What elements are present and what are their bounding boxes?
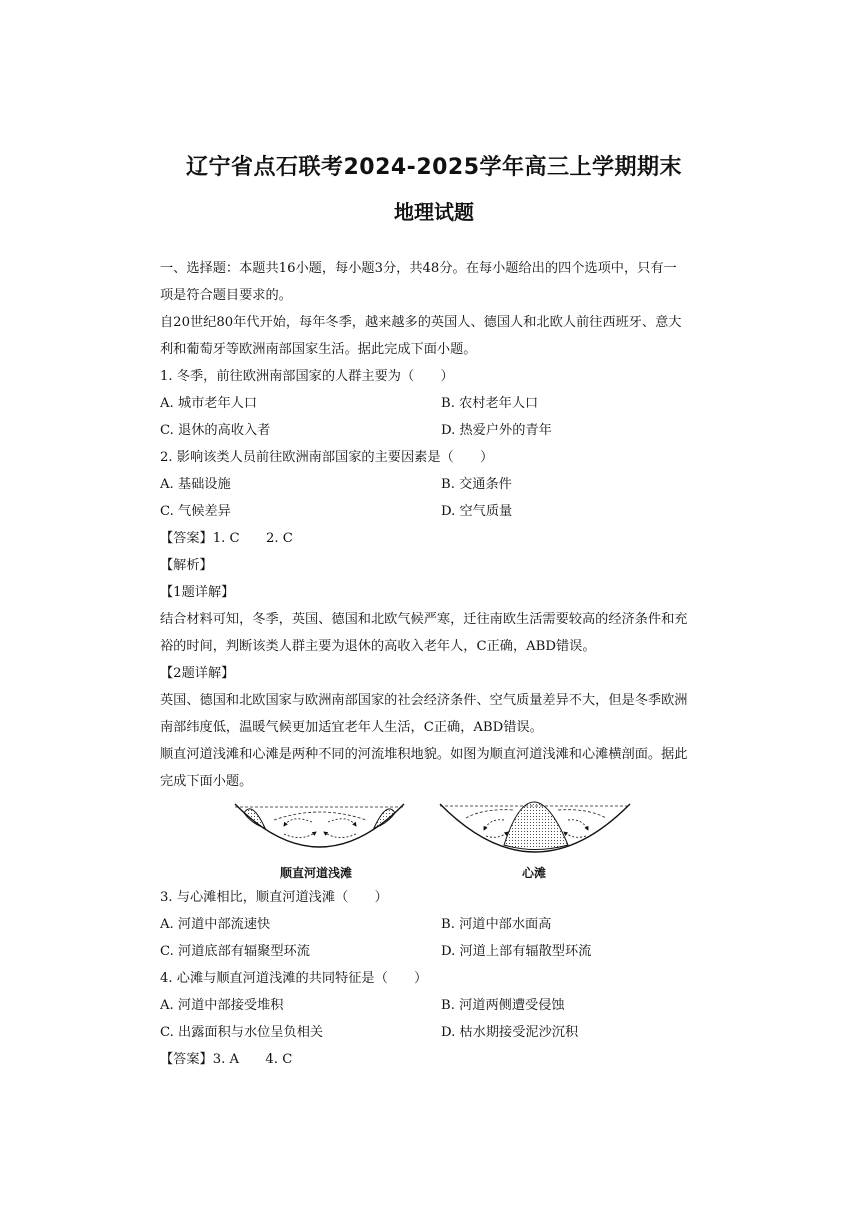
river-cross-section-diagram	[232, 800, 642, 860]
q3-stem: 3. 与心滩相比，顺直河道浅滩（ ）	[160, 890, 388, 905]
q2-option-d: D. 空气质量	[441, 504, 513, 519]
shoal-right-bank	[374, 809, 395, 828]
detail-1-line2: 裕的时间，判断该类人群主要为退休的高收入老年人，C正确，ABD错误。	[160, 639, 596, 654]
passage2-line1: 顺直河道浅滩和心滩是两种不同的河流堆积地貌。如图为顺直河道浅滩和心滩横剖面。据此	[160, 747, 688, 762]
q1-stem: 1. 冬季，前往欧洲南部国家的人群主要为（ ）	[160, 369, 454, 384]
circulation-arrow-left	[284, 819, 312, 826]
passage1-line1: 自20世纪80年代开始，每年冬季，越来越多的英国人、德国人和北欧人前往西班牙、意大	[160, 315, 682, 330]
figure-label-straight-channel-shoal: 顺直河道浅滩	[280, 866, 353, 880]
section-intro-line2: 项是符合题目要求的。	[160, 288, 292, 303]
detail-1-line1: 结合材料可知，冬季，英国、德国和北欧气候严寒，迁往南欧生活需要较高的经济条件和充	[160, 612, 688, 627]
q1-option-d: D. 热爱户外的青年	[441, 423, 552, 438]
document-subtitle: 地理试题	[394, 200, 474, 224]
mid-channel-bar	[504, 802, 568, 850]
figure-label-mid-channel-bar: 心滩	[522, 866, 547, 880]
q2-option-a: A. 基础设施	[160, 477, 231, 492]
q1-option-c: C. 退休的高收入者	[160, 423, 271, 438]
section-intro-line1: 一、选择题：本题共16小题，每小题3分，共48分。在每小题给出的四个选项中，只有一	[160, 261, 677, 276]
document-title: 辽宁省点石联考2024-2025学年高三上学期期末	[185, 155, 683, 180]
q4-option-a: A. 河道中部接受堆积	[160, 998, 284, 1013]
q3-option-d: D. 河道上部有辐散型环流	[441, 944, 592, 959]
q4-option-c: C. 出露面积与水位呈负相关	[160, 1025, 324, 1040]
detail-2-line2: 南部纬度低，温暖气候更加适宜老年人生活，C正确，ABD错误。	[160, 720, 543, 735]
answer-3-4: 【答案】3. A 4. C	[160, 1052, 293, 1067]
q2-stem: 2. 影响该类人员前往欧洲南部国家的主要因素是（ ）	[160, 450, 494, 465]
q2-option-c: C. 气候差异	[160, 504, 231, 519]
detail-2-line1: 英国、德国和北欧国家与欧洲南部国家的社会经济条件、空气质量差异不大，但是冬季欧洲	[160, 693, 688, 708]
q4-option-b: B. 河道两侧遭受侵蚀	[441, 998, 565, 1013]
detail-2-label: 【2题详解】	[160, 666, 235, 681]
detail-1-label: 【1题详解】	[160, 585, 235, 600]
analysis-label: 【解析】	[160, 558, 213, 573]
q3-option-b: B. 河道中部水面高	[441, 917, 552, 932]
passage2-line2: 完成下面小题。	[160, 774, 253, 789]
q1-option-a: A. 城市老年人口	[160, 396, 258, 411]
answer-1-2: 【答案】1. C 2. C	[160, 531, 293, 546]
river-cross-section-figure	[232, 800, 642, 880]
q3-option-c: C. 河道底部有辐聚型环流	[160, 944, 310, 959]
q4-stem: 4. 心滩与顺直河道浅滩的共同特征是（ ）	[160, 971, 428, 986]
q3-option-a: A. 河道中部流速快	[160, 917, 271, 932]
circulation-arrow-right	[328, 819, 356, 826]
q1-option-b: B. 农村老年人口	[441, 396, 539, 411]
passage1-line2: 利和葡萄牙等欧洲南部国家生活。据此完成下面小题。	[160, 342, 477, 357]
mid-channel-bar-section	[440, 802, 630, 852]
shoal-left-bank	[244, 809, 265, 828]
q4-option-d: D. 枯水期接受泥沙沉积	[441, 1025, 579, 1040]
q2-option-b: B. 交通条件	[441, 477, 512, 492]
straight-channel-shoal-section	[235, 804, 404, 847]
